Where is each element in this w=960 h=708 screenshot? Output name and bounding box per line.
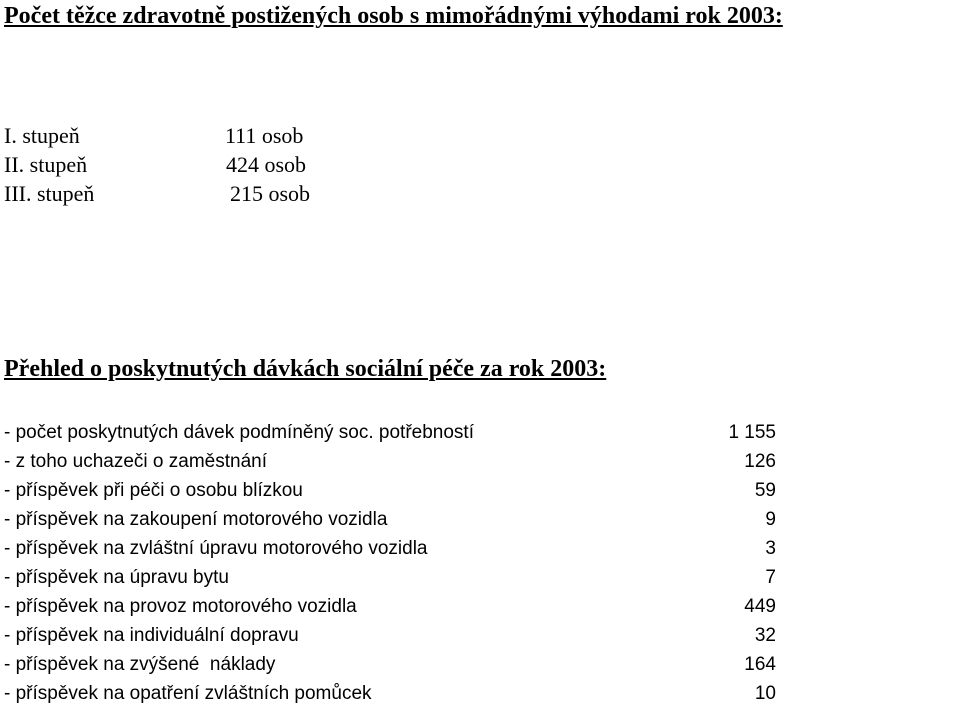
benefits-list [4,418,804,708]
stage-label: I. stupeň [4,123,80,148]
benefit-row [4,476,804,505]
benefit-row [4,650,804,679]
benefit-label: - příspěvek na úpravu bytu [4,567,229,588]
benefit-value: 449 [744,596,776,617]
benefit-row [4,505,804,534]
benefits-overview-title: Přehled o poskytnutých dávkách sociální péče za rok 2003: [4,356,607,382]
benefit-value: 9 [765,509,776,530]
stage-count: 111 osob [225,123,304,148]
benefit-value: 126 [744,451,776,472]
benefit-label: - příspěvek na zvláštní úpravu motorového vozidla [4,538,428,559]
stage-count: 215 osob [230,181,311,206]
stage-row [4,150,350,179]
disability-stage-table [4,121,350,208]
benefit-value: 59 [754,480,776,501]
benefit-label: - příspěvek při péči o osobu blízkou [4,480,303,501]
stage-label: II. stupeň [4,152,88,177]
benefit-value: 3 [765,538,776,559]
benefit-row [4,447,804,476]
benefit-label: - příspěvek na provoz motorového vozidla [4,596,357,617]
benefit-value: 10 [754,683,776,704]
benefit-value: 164 [744,654,776,675]
benefit-row [4,621,804,650]
stage-row [4,121,350,150]
benefit-value: 32 [754,625,776,646]
document-title: Počet těžce zdravotně postižených osob s mimořádnými výhodami rok 2003: [4,3,783,29]
benefit-value: 1 155 [728,422,776,443]
benefit-value: 7 [765,567,776,588]
benefit-label: - počet poskytnutých dávek podmíněný soc. potřebností [4,422,474,443]
benefit-row [4,592,804,621]
benefit-row [4,679,804,708]
benefit-label: - příspěvek na opatření zvláštních pomůcek [4,683,372,704]
benefit-label: - příspěvek na zvýšené náklady [4,654,276,675]
benefit-label: - z toho uchazeči o zaměstnání [4,451,267,472]
benefit-row [4,563,804,592]
stage-label: III. stupeň [4,181,95,206]
stage-row [4,179,350,208]
benefit-label: - příspěvek na zakoupení motorového vozidla [4,509,388,530]
benefit-row [4,418,804,447]
benefit-label: - příspěvek na individuální dopravu [4,625,299,646]
benefit-row [4,534,804,563]
stage-count: 424 osob [226,152,307,177]
